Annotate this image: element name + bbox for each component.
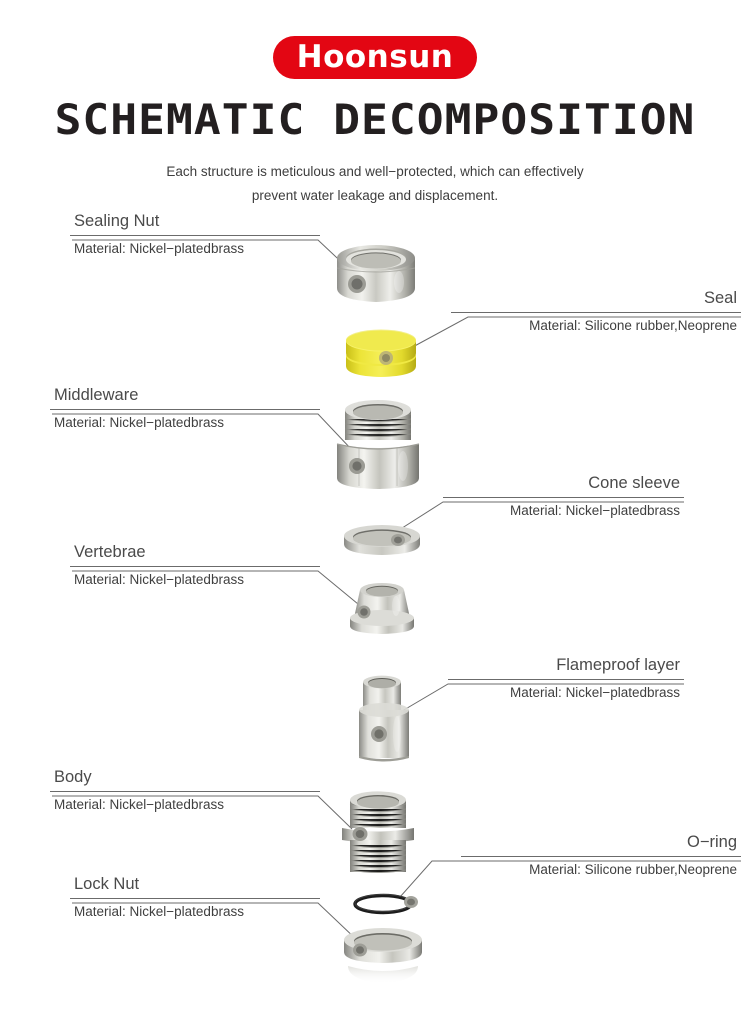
part-o-ring bbox=[349, 890, 425, 918]
callout-middleware bbox=[50, 386, 320, 430]
callout-vertebrae-title: Vertebrae bbox=[74, 543, 146, 561]
callout-flameproof-layer bbox=[448, 656, 684, 700]
page-subtitle-line-1: Each structure is meticulous and well−protected, which can effectively bbox=[166, 164, 584, 179]
callout-lock-nut bbox=[70, 875, 320, 919]
callout-o-ring-title: O−ring bbox=[687, 833, 737, 851]
callout-o-ring bbox=[461, 833, 741, 877]
callout-vertebrae bbox=[70, 543, 320, 587]
brand-logo bbox=[273, 36, 477, 79]
brand-logo-text: Hoonsun bbox=[296, 39, 454, 75]
part-seal bbox=[342, 328, 420, 380]
callout-body-title: Body bbox=[54, 768, 92, 786]
callout-flameproof-layer-material: Material: Nickel−platedbrass bbox=[510, 684, 680, 700]
part-lock-nut bbox=[338, 924, 428, 1000]
callout-lock-nut-material: Material: Nickel−platedbrass bbox=[74, 903, 244, 919]
callout-sealing-nut bbox=[70, 212, 320, 256]
callout-cone-sleeve-title: Cone sleeve bbox=[588, 474, 680, 492]
callout-middleware-material: Material: Nickel−platedbrass bbox=[54, 414, 224, 430]
callout-seal-material: Material: Silicone rubber,Neoprene bbox=[529, 317, 737, 333]
part-cone-sleeve bbox=[340, 524, 424, 560]
callout-seal bbox=[451, 289, 741, 333]
part-middleware bbox=[333, 396, 429, 492]
part-sealing-nut bbox=[333, 240, 419, 310]
callout-sealing-nut-title: Sealing Nut bbox=[74, 212, 160, 230]
callout-seal-title: Seal bbox=[703, 289, 737, 307]
part-flameproof-layer bbox=[351, 670, 421, 768]
callout-vertebrae-material: Material: Nickel−platedbrass bbox=[74, 571, 244, 587]
callout-body-material: Material: Nickel−platedbrass bbox=[54, 796, 224, 812]
callout-cone-sleeve-material: Material: Nickel−platedbrass bbox=[510, 502, 680, 518]
callout-middleware-title: Middleware bbox=[54, 386, 139, 404]
callout-lock-nut-title: Lock Nut bbox=[74, 875, 140, 893]
page-subtitle bbox=[0, 160, 750, 207]
callout-o-ring-material: Material: Silicone rubber,Neoprene bbox=[529, 861, 737, 877]
part-vertebrae bbox=[344, 578, 420, 636]
callout-flameproof-layer-title: Flameproof layer bbox=[556, 656, 680, 674]
callout-cone-sleeve bbox=[443, 474, 684, 518]
page-title: SCHEMATIC DECOMPOSITION bbox=[54, 95, 696, 144]
part-body bbox=[334, 788, 426, 880]
callout-sealing-nut-material: Material: Nickel−platedbrass bbox=[74, 240, 244, 256]
page-subtitle-line-2: prevent water leakage and displacement. bbox=[251, 187, 499, 203]
callout-body bbox=[50, 768, 320, 812]
